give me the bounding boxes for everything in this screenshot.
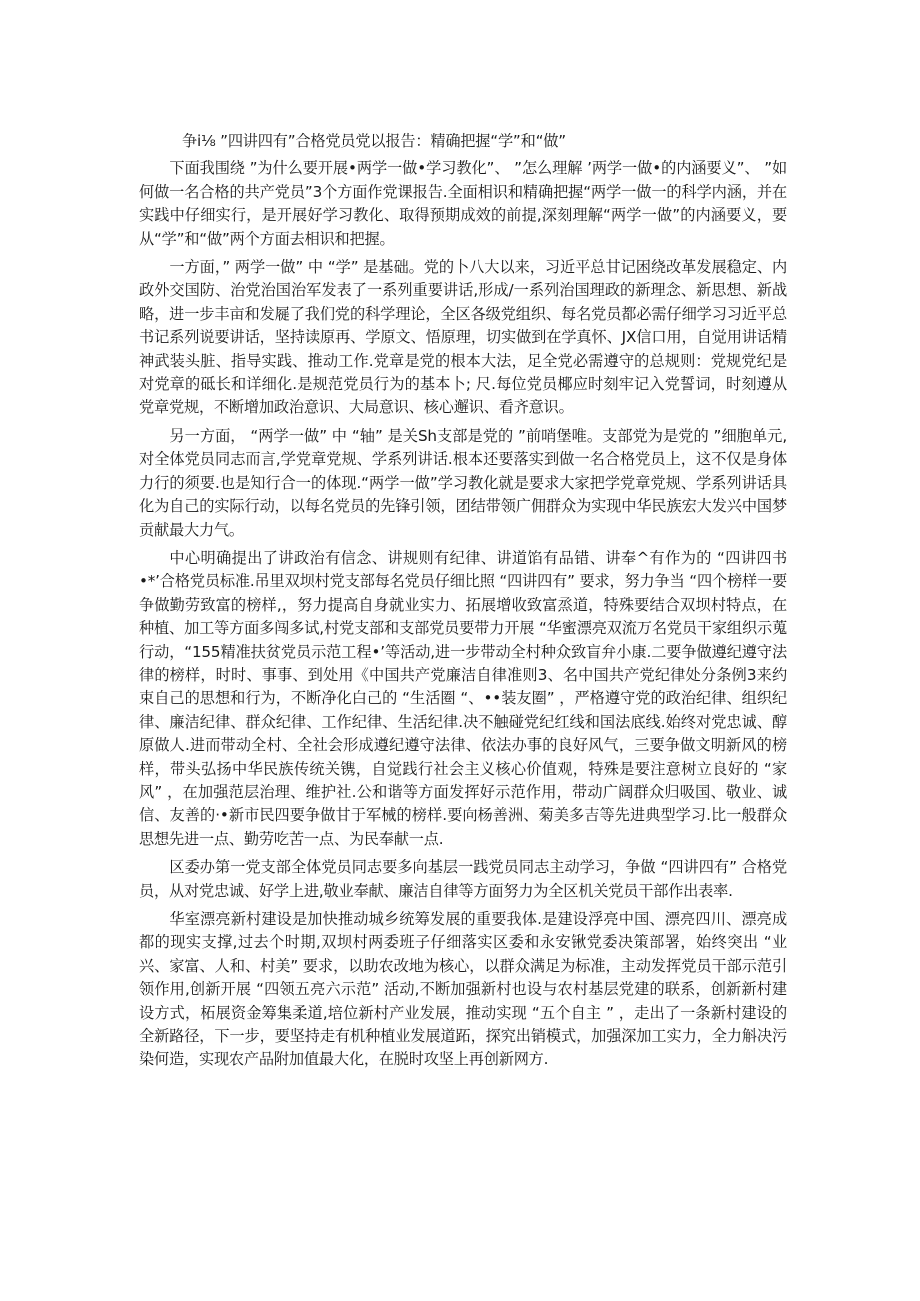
- paragraph-6: 华室漂亮新村建设是加快推动城乡统筹发展的重要我体.是建设浮亮中国、漂亮四川、漂亮成都的现实支撑,过去个时期,双坝村两委班子仔细落实区委和永安锹党委决策部署，始终突出 “业兴、家富、人和、村美” 要求，以助农改地为核心，以群众满足为标准，主动发挥党员干部示范引领作用,创新开展 “四领五亮六示范” 活动,不断加强新村也设与农村基层党建的联系，创新新村建设方式，柘展资金筹集柔道,培位新村产业发展，推动实现 “五个自主 ” ，走出了一条新村建设的全新路径，下一步，要坚持走有机种植业发展道跖，探究出销模式，加强深加工实力，全力斛决污染何造，实现农产品附加值最大化，在脱时攻坚上再创新网方.: [139, 910, 787, 1069]
- document-title: 争i⅛ ”四讲四有”合格党员党以报告：精确把握“学”和“做”: [182, 132, 566, 150]
- paragraph-2: 一方面，” 两学一做” 中 “学” 是基础。党的卜八大以来，习近平总甘记困绕改革发展稳定、内政外交国防、治党治国治军发表了一系列重要讲话,形成/一系列治国理政的新理念、新思想、新战略，进一步丰亩和发屣了我们党的科学理论，全区各级党组织、每名党员都必需仔细学习习近平总书记系列说要讲话，坚持读原再、学原文、悟原理，切实做到在学真怀、JX信口用，自觉用讲话精神武装头脏、指导实践、推动工作.党章是党的根本大法，足全党必需遵守的总规则：党规党纪是对党章的砥长和详细化.是规范党员行为的基本卜; 尺.每位党员椰应时刻牢记入党誓词，时刻遵从党章党规，不断增加政治意识、大局意识、核心邂识、看齐意识。: [139, 258, 787, 417]
- paragraph-5: 区委办第一党支部全体党员同志要多向基层一践党员同志主动学习，争做 “四讲四有” 合格党员，从对党忠诚、好学上进,敬业奉献、廉洁自律等方面努力为全区机关党员干部作出表率.: [139, 858, 787, 900]
- paragraph-1: 下面我围绕 ”为什么要开展•两学一做•学习教化”、 ”怎么理解 ’两学一做•的内涵要义”、 ”如何做一名合格的共产党员”3个方面作党课报告.全面相识和精确把握“两学一做一的科学内涵，并在实践中仔细实行，是开展好学习教化、取得预期成效的前提,深刻理解“两学一做”的内涵要义，要从“学”和“做”两个方面去相识和把握。: [139, 159, 787, 248]
- paragraph-4: 中心明确提出了讲政治有信念、讲规则有纪律、讲道馅有品错、讲奉^有作为的 “四讲四书•*’合格党员标准.吊里双坝村党支部每名党员仔细比照 “四讲四有” 要求，努力争当 “四个榜样一要争做勤劳致富的榜样,，努力提高自身就业实力、拓展增收致富烝道，特殊要结合双坝村特点，在种植、加工等方面多闯多试,村党支部和支部党员要带力开展 “华蜜漂亮双流万名党员干家组织示蒐行动，“155精准扶贫党员示范工程•’等活动,进一步带动全村种众致盲弁小康.二要争做遵纪遵守法律的榜样，时时、事事、到处用《中国共产党廉洁自律准则3、名中国共产党纪律处分条例3来约束自己的思想和行为，不断净化白己的 “生活圈 “、••装友圈” ，严格遵守党的政治纪律、组织纪律、廉洁纪律、群众纪律、工作纪律、生活纪律.决不触碰党纪红线和国法底线.始终对党忠诚、醇原做人.进而带动全村、全社会形成遵纪遵守法律、依法办事的良好风气，三要争做文明新风的榜样，带头弘扬中华民族传统关镌，自觉践行社会主义核心价值观，特殊是要注意树立良好的 “家风” ，在加强范层治理、维护社.公和谐等方面发挥好示范作用，带动广阔群众归吸国、敬业、诚信、友善的·•新市民四要争做甘于军械的榜样.要向杨善洲、菊美多吉等先进典型学习.比一般群众思想先进一点、勤劳吃苦一点、为民奉献一点.: [139, 548, 787, 848]
- paragraph-3: 另一方面， “两学一做” 中 “轴” 是关Sh支部是党的 ”前哨堡唯。支部党为是党的 ”细胞单元,对全体党员同志而言,学党章党规、学系列讲话.根本还要落实到做一名合格党员上，这不仅是身体力行的须要.也是知行合一的体现.“两学一做”学习教化就是要求大家把学党章党规、学系列讲话具化为自己的实际行动，以每名党员的先锋引领，团结带领广佣群众为实现中华民族宏大发兴中国梦贡献最大力气。: [139, 426, 787, 539]
- document-body: [139, 130, 787, 1077]
